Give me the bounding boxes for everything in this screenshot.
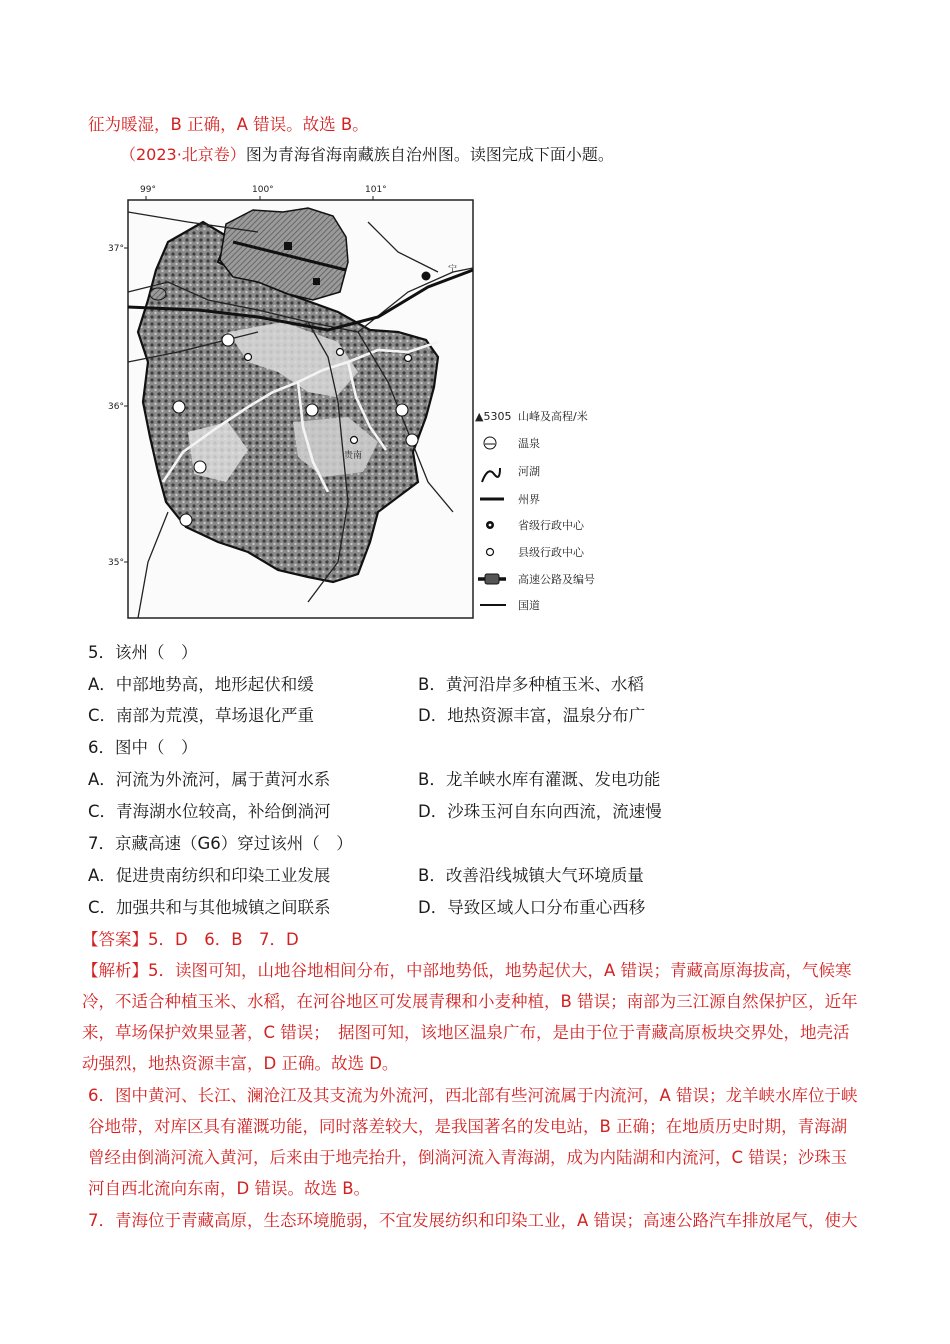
- lat-label-36: 36°: [108, 402, 124, 412]
- lon-label-99: 99°: [140, 185, 156, 195]
- question-6-option-c: C．青海湖水位较高，补给倒淌河: [88, 802, 331, 821]
- map-legend: [475, 409, 595, 612]
- question-intro: [120, 144, 614, 166]
- county-center-icon: [245, 354, 252, 361]
- hot-spring-icon: [180, 514, 192, 526]
- question-5-stem: 5．该州（ ）: [88, 643, 198, 662]
- latitude-ticks: [108, 244, 128, 568]
- question-6-option-d: D．沙珠玉河自东向西流，流速慢: [418, 802, 662, 821]
- svg-text:省级行政中心: 省级行政中心: [518, 519, 584, 532]
- question-7-option-a: A．促进贵南纺织和印染工业发展: [88, 866, 331, 885]
- svg-text:高速公路及编号: 高速公路及编号: [518, 573, 595, 586]
- analysis-5: 【解析】5．读图可知，山地谷地相间分布，中部地势低，地势起伏大，A 错误；青藏高原海拔高，气候寒冷，不适合种植玉米、水稻，在河谷地区可发展青稞和小麦种植，B 错误；南部为三江源自然保护区，近年来，草场保护效果显著，C 错误； 据图可知，该地区温泉广布，是由于位于青藏高原板块交界处，地壳活动强烈，地热资源丰富，D 正确。故选 D。: [82, 961, 858, 1073]
- question-5-option-a: A．中部地势高，地形起伏和缓: [88, 675, 314, 694]
- svg-text:县级行政中心: 县级行政中心: [518, 546, 584, 559]
- svg-text:山峰及高程/米: 山峰及高程/米: [518, 410, 588, 423]
- legend-item-prefecture-boundary: [480, 493, 540, 506]
- question-6-stem: 6．图中（ ）: [88, 738, 198, 757]
- legend-item-provincial-center: [486, 518, 585, 532]
- county-center-icon: [405, 355, 412, 362]
- legend-item-hot-spring: [484, 437, 540, 450]
- hot-spring-icon: [396, 404, 408, 416]
- question-5-option-b: B．黄河沿岸多种植玉米、水稻: [418, 675, 644, 694]
- legend-item-national-road: [480, 599, 540, 612]
- question-7-option-b: B．改善沿线城镇大气环境质量: [418, 866, 644, 885]
- question-5-option-d: D．地热资源丰富，温泉分布广: [418, 706, 646, 725]
- lat-label-35: 35°: [108, 558, 124, 568]
- provincial-center-icon: [422, 272, 431, 281]
- svg-text:河湖: 河湖: [518, 465, 540, 478]
- question-7-option-d: D．导致区域人口分布重心西移: [418, 898, 646, 917]
- question-6-option-a: A．河流为外流河，属于黄河水系: [88, 770, 331, 789]
- hot-spring-icon: [173, 401, 185, 413]
- longitude-ticks: [140, 185, 387, 200]
- hainan-prefecture-map: [108, 182, 620, 622]
- lon-label-100: 100°: [252, 185, 274, 195]
- analysis-7: 7．青海位于青藏高原，生态环境脆弱，不宜发展纺织和印染工业，A 错误；高速公路汽车排放尾气，使大: [88, 1211, 858, 1230]
- legend-item-peak: [475, 409, 588, 423]
- small-lake: [150, 288, 166, 300]
- county-center-icon: [351, 437, 358, 444]
- county-center-icon: [337, 349, 344, 356]
- hot-spring-icon: [306, 404, 318, 416]
- county-center-icon: [487, 549, 494, 556]
- place-label-guinan: 贵南: [344, 451, 363, 461]
- lake-island: [313, 278, 320, 285]
- hot-spring-icon: [194, 461, 206, 473]
- answer-line: 【答案】5．D 6．B 7．D: [82, 930, 299, 949]
- svg-text:国道: 国道: [518, 599, 540, 612]
- lon-label-101: 101°: [365, 185, 387, 195]
- lake-island: [284, 242, 292, 250]
- question-6-option-b: B．龙羊峡水库有灌溉、发电功能: [418, 770, 661, 789]
- question-7-option-c: C．加强共和与其他城镇之间联系: [88, 898, 331, 917]
- legend-item-expressway: [478, 572, 595, 586]
- legend-item-river-lake: [482, 464, 540, 482]
- intro-text: 图为青海省海南藏族自治州图。读图完成下面小题。: [245, 145, 614, 164]
- analysis-6: 6．图中黄河、长江、澜沧江及其支流为外流河，西北部有些河流属于内流河，A 错误；龙羊峡水库位于峡谷地带，对库区具有灌溉功能，同时落差较大，是我国著名的发电站，B 正确；在地质历史时期，青海湖曾经由倒淌河流入黄河，后来由于地壳抬升，倒淌河流入青海湖，成为内陆湖和内流河，C 错误；沙珠玉河自西北流向东南，D 错误。故选 B。: [88, 1086, 858, 1198]
- svg-text:温泉: 温泉: [518, 437, 540, 450]
- question-5-option-c: C．南部为荒漠，草场退化严重: [88, 706, 315, 725]
- place-label-xining: 宁: [448, 265, 458, 275]
- legend-item-county-center: [487, 545, 585, 559]
- hot-spring-icon: [222, 334, 234, 346]
- river-lake-icon: [482, 468, 500, 482]
- svg-text:▲5305: ▲5305: [475, 410, 512, 423]
- previous-answer-tail: 征为暖湿，B 正确，A 错误。故选 B。: [88, 115, 369, 134]
- question-7-stem: 7．京藏高速（G6）穿过该州（ ）: [88, 834, 353, 853]
- hot-spring-icon: [406, 434, 418, 446]
- svg-text:州界: 州界: [518, 493, 540, 506]
- hot-spring-icon: [484, 437, 496, 449]
- lat-label-37: 37°: [108, 244, 124, 254]
- question-source: （2023·北京卷）: [120, 145, 246, 164]
